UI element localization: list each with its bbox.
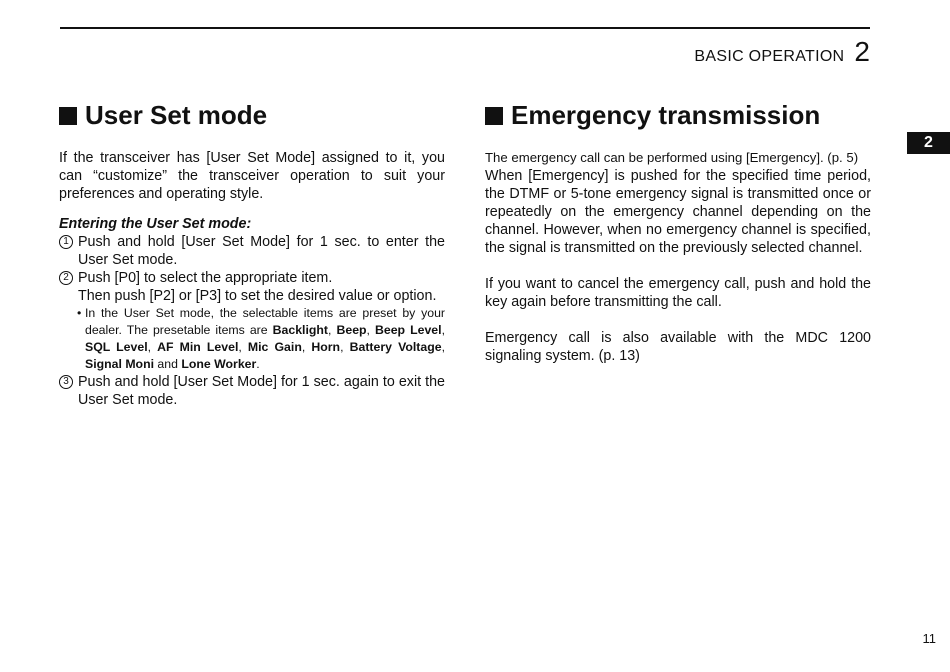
heading-text: User Set mode xyxy=(85,100,268,130)
user-set-intro: If the transceiver has [User Set Mode] assigned to it, you can “customize” the transceiver operation to suit your preferences and operating style. xyxy=(59,150,445,202)
item-af-min-level: AF Min Level xyxy=(157,340,239,354)
emergency-heading xyxy=(485,100,871,131)
item-lone-worker: Lone Worker xyxy=(181,357,257,371)
item-sql-level: SQL Level xyxy=(85,340,148,354)
step-text: Push and hold [User Set Mode] for 1 sec. again to exit the User Set mode. xyxy=(78,374,445,408)
step-2 xyxy=(59,269,445,305)
item-horn: Horn xyxy=(311,340,341,354)
square-bullet-icon xyxy=(59,107,77,125)
step-text: Push and hold [User Set Mode] for 1 sec. to enter the User Set mode. xyxy=(78,234,445,268)
step-text-continued: Then push [P2] or [P3] to set the desired value or option. xyxy=(78,288,437,304)
step-number: 2 xyxy=(59,271,73,285)
sep: , xyxy=(441,323,445,337)
emergency-paragraph-3: Emergency call is also available with the MDC 1200 signaling system. (p. 13) xyxy=(485,330,871,364)
step-text: Push [P0] to select the appropriate item. xyxy=(78,270,333,286)
item-beep-level: Beep Level xyxy=(375,323,442,337)
note-intro: In the User Set mode, the selectable items are preset by your dealer. The presetable items are xyxy=(85,306,445,337)
sep: , xyxy=(441,340,445,354)
item-mic-gain: Mic Gain xyxy=(247,340,302,354)
chapter-side-tab: 2 xyxy=(907,132,950,154)
emergency-paragraph-2: If you want to cancel the emergency call, push and hold the key again before transmitting the call. xyxy=(485,276,871,310)
step-number: 1 xyxy=(59,235,73,249)
emergency-paragraph-1: When [Emergency] is pushed for the specified time period, the DTMF or 5-tone emergency signal is transmitted once or repeatedly on the emergency channel depending on the channel. However, when no emergency channel is specified, the signal is transmitted on the previously selected channel. xyxy=(485,168,871,256)
sep: , xyxy=(301,340,312,354)
bullet-dot: • xyxy=(77,306,82,320)
sep: , xyxy=(340,340,350,354)
square-bullet-icon xyxy=(485,107,503,125)
chapter-header xyxy=(694,36,870,68)
heading-text: Emergency transmission xyxy=(511,100,821,130)
item-signal-moni: Signal Moni xyxy=(85,357,154,371)
top-rule xyxy=(60,27,870,29)
chapter-number: 2 xyxy=(854,36,870,67)
user-set-mode-heading xyxy=(59,100,445,131)
step-3 xyxy=(59,373,445,409)
chapter-title: BASIC OPERATION xyxy=(694,48,845,65)
item-backlight: Backlight xyxy=(272,323,329,337)
page-number: 11 xyxy=(922,631,936,646)
emergency-intro: The emergency call can be performed using [Emergency]. (p. 5) xyxy=(485,150,859,165)
item-battery-voltage: Battery Voltage xyxy=(349,340,442,354)
step-1 xyxy=(59,233,445,269)
sep: , xyxy=(366,323,375,337)
sep: , xyxy=(147,340,158,354)
sep: , xyxy=(238,340,248,354)
entering-subheading: Entering the User Set mode: xyxy=(59,216,252,232)
note-text xyxy=(85,305,445,373)
sep: , xyxy=(328,323,337,337)
and: and xyxy=(154,357,182,371)
preset-items-note xyxy=(77,305,445,373)
emergency-transmission-section xyxy=(485,100,871,365)
end: . xyxy=(256,357,260,371)
step-number: 3 xyxy=(59,375,73,389)
step-body xyxy=(78,269,445,305)
item-beep: Beep xyxy=(336,323,367,337)
user-set-mode-section xyxy=(59,100,445,409)
